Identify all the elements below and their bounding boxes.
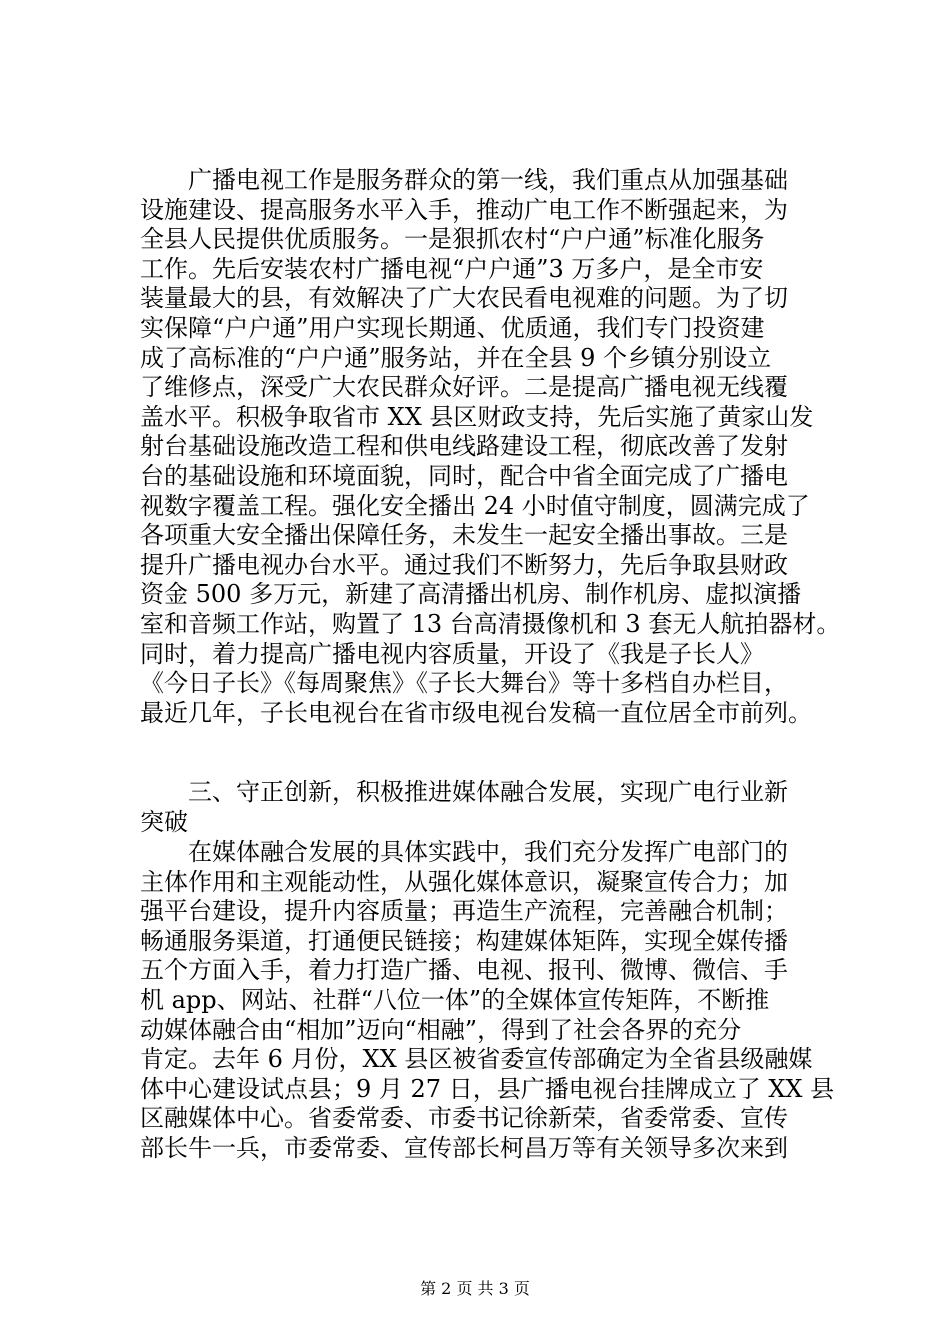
text-line: 成了高标准的“户户通”服务站，并在全县 9 个乡镇分别设立 — [140, 343, 772, 372]
text-line: 畅通服务渠道，打通便民链接；构建媒体矩阵，实现全媒传播 — [140, 926, 788, 955]
text-line: 装量最大的县，有效解决了广大农民看电视难的问题。为了切 — [140, 284, 788, 313]
section-heading — [140, 778, 840, 837]
text-line: 强平台建设，提升内容质量；再造生产流程，完善融合机制； — [140, 897, 788, 926]
text-line: 提升广播电视办台水平。通过我们不断努力，先后争取县财政 — [140, 550, 788, 579]
text-line: 台的基础设施和环境面貌，同时，配合中省全面完成了广播电 — [140, 461, 788, 490]
body-paragraph-media-convergence — [140, 838, 840, 1164]
page-footer — [0, 1279, 950, 1299]
text-line: 部长牛一兵，市委常委、宣传部长柯昌万等有关领导多次来到 — [140, 1133, 788, 1162]
text-line: 盖水平。积极争取省市 XX 县区财政支持，先后实施了黄家山发 — [140, 402, 814, 431]
text-line: 全县人民提供优质服务。一是狠抓农村“户户通”标准化服务 — [140, 225, 765, 254]
text-line: 视数字覆盖工程。强化安全播出 24 小时值守制度，圆满完成了 — [140, 491, 810, 520]
text-line: 动媒体融合由“相加”迈向“相融”，得到了社会各界的充分 — [140, 1015, 742, 1044]
body-paragraph-broadcast-services — [140, 166, 840, 728]
text-line: 同时，着力提高广播电视内容质量，开设了《我是子长人》 — [140, 639, 764, 668]
text-line: 区融媒体中心。省委常委、市委书记徐新荣，省委常委、宣传 — [140, 1104, 788, 1133]
text-line: 室和音频工作站，购置了 13 台高清摄像机和 3 套无人航拍器材。 — [140, 609, 841, 638]
text-line: 五个方面入手，着力打造广播、电视、报刊、微博、微信、手 — [140, 956, 788, 985]
text-line: 了维修点，深受广大农民群众好评。二是提高广播电视无线覆 — [140, 373, 788, 402]
text-line: 《今日子长》《每周聚焦》《子长大舞台》等十多档自办栏目， — [140, 669, 788, 698]
text-line: 在媒体融合发展的具体实践中，我们充分发挥广电部门的 — [140, 838, 788, 866]
text-line: 最近几年，子长电视台在省市级电视台发稿一直位居全市前列。 — [140, 698, 812, 727]
page-number: 第 2 页 共 3 页 — [420, 1279, 530, 1298]
text-line: 各项重大安全播出保障任务，未发生一起安全播出事故。三是 — [140, 521, 788, 550]
text-line: 广播电视工作是服务群众的第一线，我们重点从加强基础 — [140, 166, 788, 194]
text-line: 射台基础设施改造工程和供电线路建设工程，彻底改善了发射 — [140, 432, 788, 461]
text-line: 工作。先后安装农村广播电视“户户通”3 万多户，是全市安 — [140, 254, 764, 283]
text-line: 肯定。去年 6 月份，XX 县区被省委宣传部确定为全省县级融媒 — [140, 1045, 813, 1074]
text-line: 机 app、网站、社群“八位一体”的全媒体宣传矩阵，不断推 — [140, 985, 770, 1014]
heading-line: 突破 — [140, 807, 188, 836]
text-line: 资金 500 多万元，新建了高清播出机房、制作机房、虚拟演播 — [140, 580, 802, 609]
heading-line: 三、守正创新，积极推进媒体融合发展，实现广电行业新 — [140, 778, 788, 806]
text-line: 体中心建设试点县；9 月 27 日，县广播电视台挂牌成立了 XX 县 — [140, 1074, 835, 1103]
text-line: 主体作用和主观能动性，从强化媒体意识，凝聚宣传合力；加 — [140, 867, 788, 896]
text-line: 实保障“户户通”用户实现长期通、优质通，我们专门投资建 — [140, 313, 765, 342]
text-line: 设施建设、提高服务水平入手，推动广电工作不断强起来，为 — [140, 195, 788, 224]
